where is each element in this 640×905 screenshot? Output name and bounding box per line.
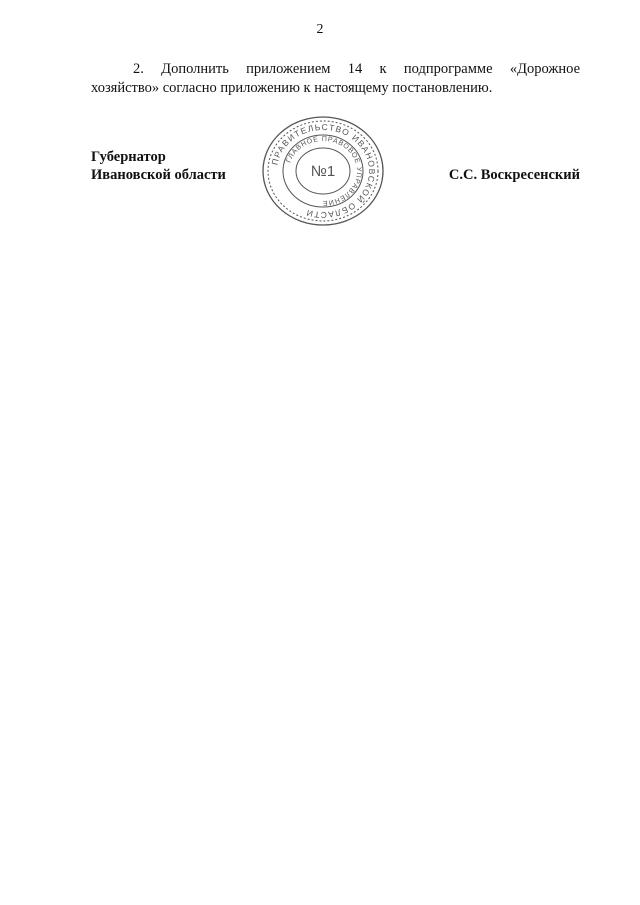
paragraph-word: 14 [347,61,363,77]
stamp-inner-text: ГЛАВНОЕ ПРАВОВОЕ УПРАВЛЕНИЕ [285,135,363,207]
paragraph-word: Дополнить [161,61,229,77]
official-stamp [261,114,385,228]
resolution-paragraph-2 [91,60,580,98]
paragraph-word: «Дорожное [509,61,580,77]
signer-name: С.С. Воскресенский [448,167,580,183]
signer-title [91,148,226,184]
stamp-outer-text: ПРАВИТЕЛЬСТВО ИВАНОВСКОЙ ОБЛАСТИ [269,121,378,221]
paragraph-word: 2. [133,61,144,77]
signer-title-line-1: Губернатор [91,149,166,165]
stamp-center-number: №1 [310,163,336,180]
paragraph-word: к [379,61,387,77]
paragraph-word: подпрограмме [403,61,493,77]
paragraph-line-1 [91,60,580,79]
paragraph-line-2: хозяйство» согласно приложению к настоящему постановлению. [91,80,493,96]
stamp-seal-icon [261,114,385,228]
page-number: 2 [316,22,324,37]
paragraph-word: приложением [246,61,331,77]
signer-title-line-2: Ивановской области [91,167,226,183]
